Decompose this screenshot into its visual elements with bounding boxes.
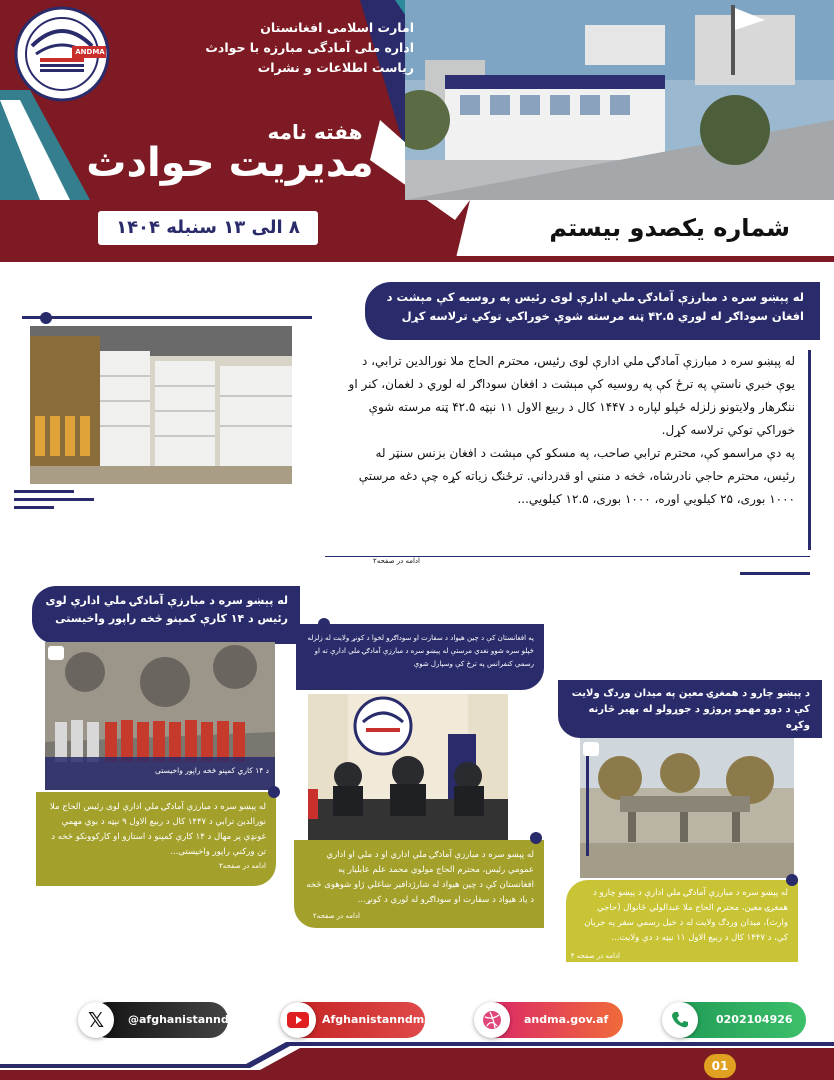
main-story-body (345, 350, 795, 511)
middle-card-continue: ادامه در صفحه۲ (313, 912, 360, 920)
header-divider (0, 256, 834, 262)
organization-lines (84, 18, 414, 78)
frame-line (808, 350, 811, 550)
phone-pill[interactable]: 0202104926 (666, 1002, 806, 1038)
x-logo-icon[interactable]: 𝕏 (78, 1002, 114, 1038)
issue-number: شماره یکصدو بیستم (549, 214, 790, 242)
pin-icon (786, 874, 798, 886)
middle-card-headline: په افغانستان کې د چین هیواد د سفارت او سوداګرو لخوا د کونړ ولایت له زلزله ځپلو سره شوو نغدي مرستې له پېښو سره د مبارزې آمادګۍ ملي ادارې ته او رسمي کنفرانس په ترځ کې وسپارل شوې (296, 624, 544, 690)
issue-date: ۸ الی ۱۳ سنبله ۱۴۰۴ (98, 211, 318, 245)
magazine-title: مدیریت حوادث (86, 140, 374, 186)
left-card-headline: له پېښو سره د مبارزې آمادګۍ ملي ادارې لوی رئیس د ۱۴ کارې کمپنو څخه راپور واخیستی (32, 586, 300, 644)
right-card-headline: د پېښو چارو د همغږۍ معین په میدان وردګ ولایت کې د دوو مهمو پروژو د جوړولو له بهیر څارنه وکړه (558, 680, 822, 738)
x-handle-pill[interactable]: @afghanistanndma (90, 1002, 228, 1038)
left-card-continue: ادامه در صفحه۳ (219, 862, 266, 870)
pin-icon (530, 832, 542, 844)
right-card-text: له پېښو سره د مبارزې آمادګۍ ملي ادارې د پېښو چارو د همغږۍ معین، محترم الحاج ملا عبدالولي ځانوال (حاجي وارث)، میدان وردګ ولایت له د خیل رسمي سفر په جریان کې، د ۱۴۴۷ کال د ربیع الاول ۱۱ نېټه د دې ولایت... (584, 888, 788, 943)
left-card-text: له پېښو سره د مبارزې آمادګۍ ملي ادارې لوی رئیس الحاج ملا نورالدین ترابي د ۱۴۴۷ کال د ربیع الاول ۹ نېټه د بوي مهمې غونډې پر مهال د ۱۴ کارې کمپنو د استازو او کارکوونکو څخه د تن ورکنې راپور واخیستی... (49, 802, 266, 857)
left-card-body (36, 792, 276, 886)
right-card-body (566, 880, 798, 962)
frame-line (22, 316, 312, 319)
frame-line (14, 498, 94, 501)
middle-card-text: له پېښو سره د مبارزې آمادګۍ ملي اداري او د ملي او اداري عمومي رئیس، محترم الحاج مولوي محمد علم عابليار په افغانستان کې د چین هیواد له شارژدافیر ښاغلي ژاو شوهوی څخه د یاد هیواد د سفارت او سوداګرو له لوري د کونړ... (306, 850, 534, 905)
main-story-headline: له پېښو سره د مبارزې آمادګۍ ملي ادارې لوی رئیس په روسیه کې مېشت د افغان سوداګر له لوري ۴۲.۵ ټنه مرسته شوې خوراکي توکي ترلاسه کړل (365, 282, 820, 340)
magazine-subtitle: هفته نامه (267, 120, 363, 144)
workers-photo (45, 642, 275, 790)
food-aid-photo (30, 326, 292, 484)
dribbble-globe-icon[interactable] (474, 1002, 510, 1038)
press-conference-photo (308, 694, 508, 840)
frame-line (14, 490, 74, 493)
main-story-continue: ادامه در صفحه۲ (373, 557, 420, 565)
headquarters-photo (405, 0, 834, 200)
main-story-paragraph-2: په دې مراسمو کې، محترم ترابي صاحب، په مسکو کې مېشت د افغان بزنس سنټر له رئیس، محترم حاجي نادرشاه، څخه د منني او قدرداني. ترځنګ زیاته کړه چې دغه مرستې ۱۰۰۰ بوری، ۲۵ کیلویي اوره، ۱۰۰۰ بوری، ۱۲.۵ کیلویي... (358, 446, 795, 506)
frame-line (14, 506, 54, 509)
main-story-paragraph-1: له پېښو سره د مبارزې آمادګۍ ملي ادارې لوی رئیس، محترم الحاج ملا نورالدین ترابي، د یوې خبري ناستې په ترځ کې په روسیه کې مېشت د افغان سوداګر له لوري د لغمان، کنر او ننګرهار ولایتونو زلزله ځپلو لپاره د ۱۴۴۷ کال د ربیع الاول ۱۱ نېټه ۴۲.۵ ټنه مرسته شوې خوراکي توکي ترلاسه کړل. (348, 354, 795, 437)
left-photo-caption: د ۱۴ کاري کمپنو څخه راپور واخیستی (155, 766, 269, 775)
page-number: 01 (704, 1054, 736, 1078)
construction-photo (580, 738, 794, 878)
right-card-continue: ادامه در صفحه ۴ (570, 952, 620, 960)
pin-icon (40, 312, 52, 324)
org-line-1: امارت اسلامی افغانستان (260, 20, 414, 35)
youtube-icon[interactable] (280, 1002, 316, 1038)
youtube-handle-pill[interactable]: Afghanistanndma (280, 1002, 425, 1038)
org-line-3: ریاست اطلاعات و نشرات (257, 60, 414, 75)
pin-icon (268, 786, 280, 798)
org-line-2: اداره ملی آمادگی مبارزه با حوادث (205, 40, 414, 55)
frame-line (740, 572, 810, 575)
phone-icon[interactable] (662, 1002, 698, 1038)
logo-wordmark: ANDMA (75, 48, 105, 56)
pin-icon (318, 618, 330, 630)
website-pill[interactable]: andma.gov.af (478, 1002, 623, 1038)
